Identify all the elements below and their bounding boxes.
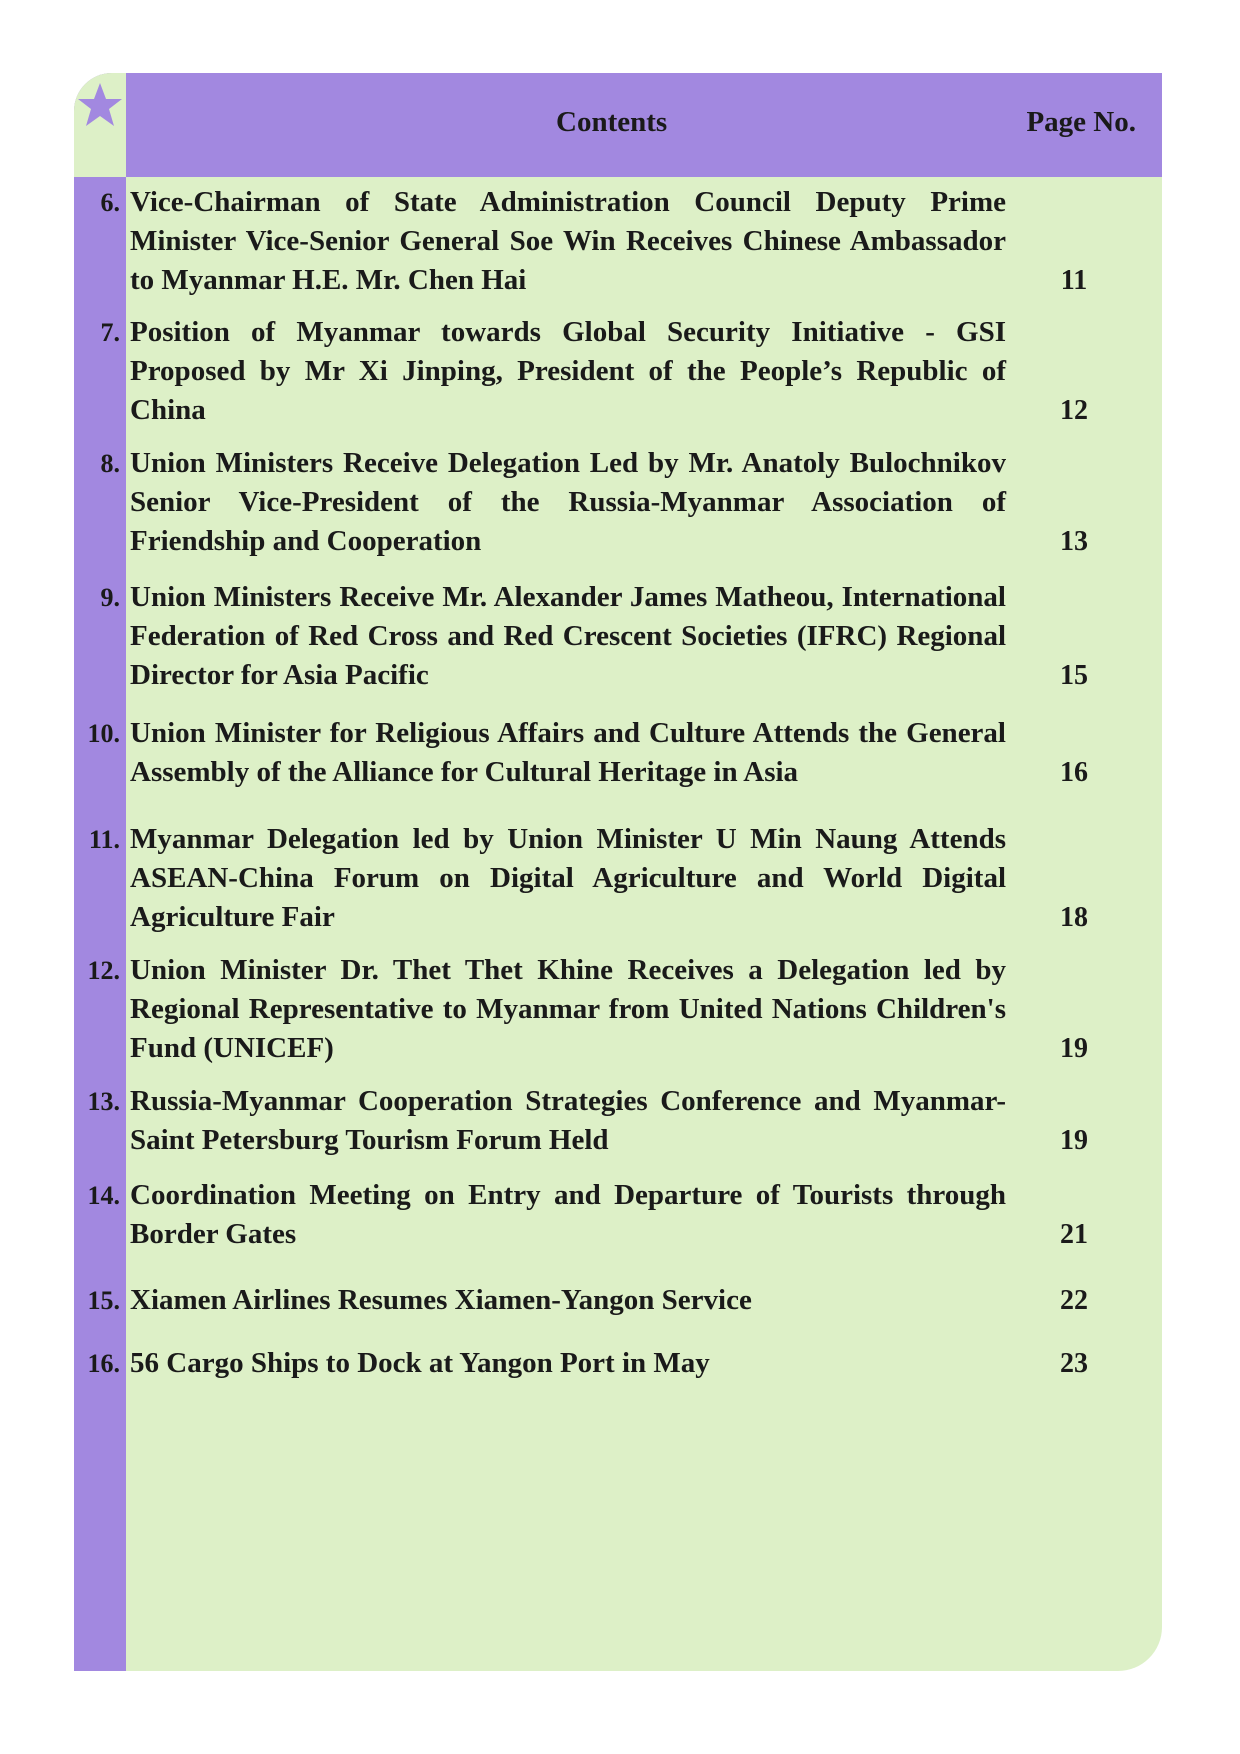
entry-page[interactable]: 16 [1060, 757, 1088, 788]
entry-title[interactable]: Xiamen Airlines Resumes Xiamen-Yangon Service [130, 1284, 752, 1316]
entry-page[interactable]: 19 [1060, 1033, 1088, 1064]
entry-number: 14. [87, 1181, 120, 1210]
entry-title[interactable]: Union Minister Dr. Thet Thet Khine Receives a Delegation led by Regional Representative to Myanmar from United Nations Children's Fund (UNICEF) [130, 954, 1006, 1064]
entry-number: 10. [87, 719, 120, 748]
entry-page[interactable]: 12 [1060, 395, 1088, 426]
entry-title[interactable]: Coordination Meeting on Entry and Departure of Tourists through Border Gates [130, 1179, 1006, 1250]
entry-number: 9. [100, 583, 120, 612]
contents-panel [74, 73, 1162, 1671]
entry-number: 13. [87, 1087, 120, 1116]
entry-title[interactable]: Russia-Myanmar Cooperation Strategies Conference and Myanmar-Saint Petersburg Tourism Forum Held [130, 1085, 1006, 1156]
entry-title[interactable]: 56 Cargo Ships to Dock at Yangon Port in May [130, 1347, 710, 1379]
entry-page[interactable]: 19 [1060, 1125, 1088, 1156]
entry-title[interactable]: Union Ministers Receive Mr. Alexander James Matheou, International Federation of Red Cross and Red Crescent Societies (IFRC) Regional Director for Asia Pacific [130, 581, 1006, 691]
entry-page[interactable]: 21 [1060, 1219, 1088, 1250]
entry-title[interactable]: Vice-Chairman of State Administration Council Deputy Prime Minister Vice-Senior General Soe Win Receives Chinese Ambassador to Myanmar H.E. Mr. Chen Hai [130, 186, 1006, 296]
entry-page[interactable]: 22 [1060, 1285, 1088, 1316]
entry-number: 11. [88, 825, 120, 854]
entry-number: 12. [87, 956, 120, 985]
entry-page[interactable]: 15 [1060, 660, 1088, 691]
entry-page[interactable]: 13 [1060, 526, 1088, 557]
entry-page[interactable]: 23 [1060, 1348, 1088, 1379]
page-no-heading: Page No. [1026, 106, 1136, 138]
entry-page[interactable]: 11 [1060, 265, 1088, 296]
entry-number: 15. [87, 1286, 120, 1315]
entry-title[interactable]: Position of Myanmar towards Global Security Initiative - GSI Proposed by Mr Xi Jinping, President of the People’s Republic of China [130, 316, 1006, 426]
header-band [126, 73, 1162, 177]
entry-number: 8. [100, 449, 120, 478]
entry-page[interactable]: 18 [1060, 902, 1088, 933]
entry-number: 16. [87, 1349, 120, 1378]
entry-title[interactable]: Myanmar Delegation led by Union Minister U Min Naung Attends ASEAN-China Forum on Digital Agriculture and World Digital Agriculture Fair [130, 823, 1006, 933]
star-corner [74, 73, 126, 177]
star-icon [76, 81, 124, 131]
entry-number: 7. [100, 318, 120, 347]
entry-title[interactable]: Union Minister for Religious Affairs and Culture Attends the General Assembly of the Alliance for Cultural Heritage in Asia [130, 717, 1006, 788]
entry-title[interactable]: Union Ministers Receive Delegation Led by Mr. Anatoly Bulochnikov Senior Vice-President of the Russia-Myanmar Association of Friendship and Cooperation [130, 447, 1006, 557]
contents-heading: Contents [556, 106, 668, 138]
entry-number: 6. [100, 188, 120, 217]
